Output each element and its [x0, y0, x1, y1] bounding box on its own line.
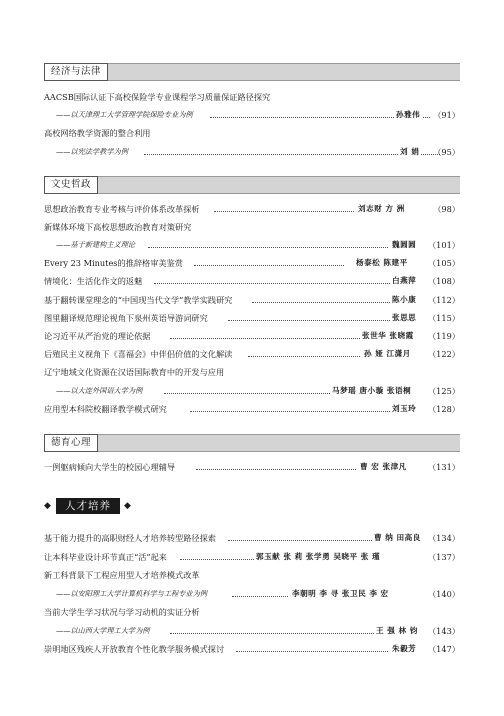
entry-title: 情境化：生活化作文的返魅 [44, 274, 145, 288]
toc-entry [44, 126, 460, 140]
leader-dots [154, 283, 390, 284]
entry-author: 魏圆圆 [390, 238, 418, 252]
entry-title: 新媒体环境下高校思想政治教育对策研究 [44, 220, 194, 234]
entry-title: ——以山西大学理工大学为例 [56, 624, 152, 638]
entry-page: （128） [427, 404, 460, 414]
entry-title: 当前大学生学习状况与学习动机的实证分析 [44, 605, 203, 619]
entry-page: （95） [433, 147, 460, 157]
entry-page: （98） [433, 204, 460, 214]
toc-entry [44, 293, 460, 307]
entry-author: 刘志财 方 洲 [356, 202, 407, 216]
entry-author: 孙雅伟 [394, 108, 422, 122]
entry-title: 辽宁地域文化资源在汉语国际教育中的开发与应用 [44, 365, 227, 379]
leader-dots [236, 651, 388, 652]
entry-page: （115） [427, 313, 460, 323]
section-header-label: 文史哲政 [44, 176, 98, 194]
entry-page: （91） [433, 110, 460, 120]
entry-author: 杨泰松 陈建平 [354, 256, 410, 270]
entry-author: 刘 娟 [398, 145, 421, 159]
entry-page: （134） [427, 533, 460, 543]
leader-dots [190, 411, 390, 412]
section-header-label: 人才培养 [56, 498, 120, 514]
entry-title: 一例躯病倾向大学生的校园心理辅导 [44, 460, 178, 474]
section-header-talent-cultivation [44, 498, 134, 516]
toc-entry [44, 402, 460, 416]
entry-page: （137） [427, 552, 460, 562]
toc-entry [44, 329, 460, 343]
entry-author: 郭玉献 张 莉 张学勇 吴晓平 张 瑾 [254, 550, 382, 564]
leader-dots [228, 540, 372, 541]
toc-entry [44, 108, 460, 122]
toc-entry [44, 460, 460, 474]
entry-title: ——以天津理工大学管理学院保险专业为例 [56, 108, 196, 122]
entry-author: 张世华 张晓霞 [360, 329, 416, 343]
leader-dots [144, 154, 440, 155]
entry-title: Every 23 Minutes的推辞格审美鉴赏 [44, 256, 186, 270]
entry-title: AACSB国际认证下高校保险学专业课程学习质量保证路径探究 [44, 90, 273, 104]
leader-dots [228, 320, 390, 321]
leader-dots [170, 633, 374, 634]
diamond-right-icon: ◆ [124, 501, 131, 511]
entry-title: 后殖民主义视角下《喜福会》中伴侣价值的文化解读 [44, 347, 235, 361]
entry-title: 崇明地区残疾人开放教育个性化教学服务模式探讨 [44, 642, 227, 656]
entry-title: 基于翻转课堂理念的“中国现当代文学”教学实践研究 [44, 293, 236, 307]
entry-author: 孙 娅 江潇月 [362, 347, 413, 361]
section-header-economy-law [44, 63, 460, 81]
entry-page: （147） [427, 644, 460, 654]
entry-author: 李朝明 李 寻 张卫民 李 宏 [290, 587, 391, 601]
toc-entry [44, 365, 460, 379]
leader-dots [248, 356, 360, 357]
entry-title: ——以安阳理工大学计算机科学与工程专业为例 [56, 587, 210, 601]
entry-author: 张思思 [390, 311, 418, 325]
entry-author: 马梦瑶 唐小璇 张语桐 [330, 384, 413, 398]
toc-entry [44, 220, 460, 234]
entry-page: （122） [427, 349, 460, 359]
leader-dots [232, 596, 288, 597]
section-header-moral-psychology [44, 434, 460, 452]
entry-page: （112） [427, 295, 460, 305]
toc-entry [44, 550, 460, 564]
leader-dots [164, 393, 330, 394]
entry-title: 让本科毕业设计环节真正“活”起来 [44, 550, 170, 564]
leader-dots [214, 211, 354, 212]
toc-entry [44, 587, 460, 601]
toc-entry [44, 642, 460, 656]
toc-entry [44, 145, 460, 159]
toc-entry [44, 202, 460, 216]
entry-title: 论习近平从严治党的理论依据 [44, 329, 153, 343]
entry-page: （131） [427, 462, 460, 472]
entry-page: （143） [427, 626, 460, 636]
section-header-label: 德育心理 [44, 434, 98, 452]
leader-dots [170, 338, 360, 339]
entry-title: 思想政治教育专业考核与评价体系改革探析 [44, 202, 203, 216]
toc-entry [44, 384, 460, 398]
entry-title: 应用型本科院校翻译教学模式研究 [44, 402, 170, 416]
entry-title: 图里翻译规范理论视角下泉州英语导游词研究 [44, 311, 211, 325]
diamond-left-icon: ◆ [44, 501, 51, 511]
entry-page: （108） [427, 276, 460, 286]
leader-dots [148, 247, 388, 248]
toc-entry [44, 624, 460, 638]
toc-entry [44, 605, 460, 619]
leader-dots [252, 302, 390, 303]
entry-author: 朱毅芳 [390, 642, 418, 656]
section-header-literature-history [44, 176, 460, 194]
entry-page: （101） [427, 240, 460, 250]
leader-dots [180, 559, 254, 560]
entry-title: ——基于新建构主义理论 [56, 238, 138, 252]
toc-entry [44, 568, 460, 582]
toc-entry [44, 238, 460, 252]
entry-title: 新工科背景下工程应用型人才培养模式改革 [44, 568, 203, 582]
toc-entry [44, 90, 460, 104]
toc-entry [44, 531, 460, 545]
toc-entry [44, 347, 460, 361]
leader-dots [196, 469, 356, 470]
entry-author: 王 强 林 钧 [374, 624, 420, 638]
section-header-label: 经济与法律 [44, 63, 108, 81]
entry-title: 基于能力提升的高职财经人才培养转型路径探索 [44, 531, 219, 545]
toc-entry [44, 274, 460, 288]
entry-author: 曹 宏 张津凡 [358, 460, 409, 474]
entry-author: 曹 纳 田高良 [372, 531, 423, 545]
toc-entry [44, 311, 460, 325]
entry-title: ——以宪法学教学为例 [56, 145, 131, 159]
entry-page: （140） [427, 589, 460, 599]
entry-title: ——以大连外国语大学为例 [56, 384, 145, 398]
entry-author: 陈小康 [390, 293, 418, 307]
entry-title: 高校网络教学资源的整合利用 [44, 126, 153, 140]
entry-author: 刘玉玲 [390, 402, 418, 416]
entry-page: （105） [427, 258, 460, 268]
entry-page: （125） [427, 386, 460, 396]
toc-entry [44, 256, 460, 270]
entry-page: （119） [427, 331, 460, 341]
leader-dots [194, 265, 344, 266]
entry-author: 白燕萍 [390, 274, 418, 288]
